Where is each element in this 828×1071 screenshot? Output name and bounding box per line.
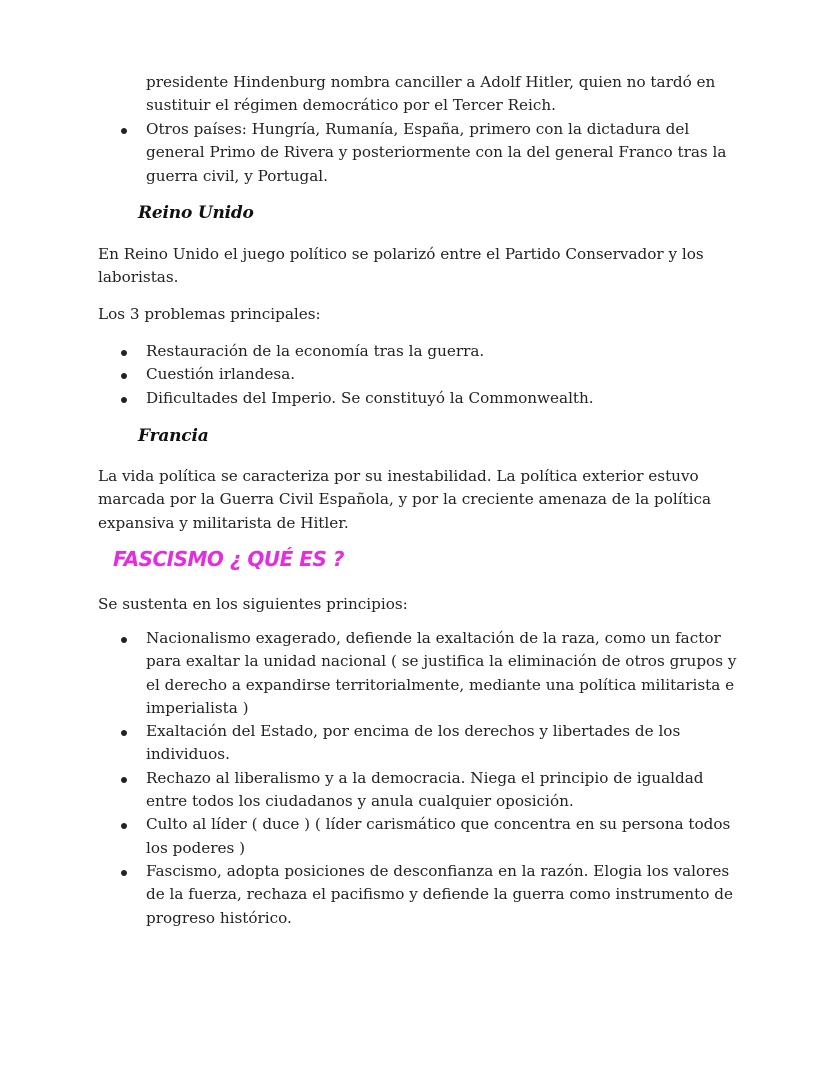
bullet-icon (121, 350, 127, 356)
problems-list (98, 340, 738, 410)
list-item (98, 767, 738, 814)
list-item-text: Otros países: Hungría, Rumanía, España, primero con la dictadura del general Primo de Rivera y posteriormente con la del general Franco tras la guerra civil, y Portugal. (146, 120, 727, 185)
list-item (98, 340, 738, 363)
principles-list (98, 627, 738, 930)
section-heading-reino-unido: Reino Unido (138, 203, 254, 223)
list-item (98, 363, 738, 386)
section-heading-francia: Francia (138, 426, 209, 446)
list-item-text: Rechazo al liberalismo y a la democracia. Niega el principio de igualdad entre todos los ciudadanos y anula cualquier oposición. (146, 768, 704, 811)
bullet-icon (121, 870, 127, 876)
list-item-text: Cuestión irlandesa. (146, 365, 296, 384)
intro-continuation (98, 71, 738, 118)
francia-paragraph: La vida política se caracteriza por su inestabilidad. La política exterior estuvo marcada por la Guerra Civil Española, y por la creciente amenaza de la política expansiva y militarista de Hitler. (98, 467, 712, 532)
other-countries-list (98, 118, 738, 188)
list-item (98, 627, 738, 720)
list-item (98, 118, 738, 188)
bullet-icon (121, 777, 127, 783)
list-item-text: Dificultades del Imperio. Se constituyó la Commonwealth. (146, 388, 594, 407)
list-item-text: Fascismo, adopta posiciones de desconfianza en la razón. Elogia los valores de la fuerza, rechaza el pacifismo y defiende la guerra como instrumento de progreso histórico. (146, 861, 733, 927)
section-heading-fascismo: FASCISMO ¿ QUÉ ES ? (113, 547, 344, 571)
list-item (98, 813, 738, 860)
continuation-line: sustituir el régimen democrático por el Tercer Reich. (146, 96, 556, 115)
list-item (98, 720, 738, 767)
bullet-icon (121, 128, 127, 134)
fascismo-intro: Se sustenta en los siguientes principios: (98, 595, 408, 613)
problems-intro: Los 3 problemas principales: (98, 305, 321, 323)
list-item (98, 860, 738, 930)
bullet-icon (121, 823, 127, 829)
list-item-text: Restauración de la economía tras la guerra. (146, 342, 485, 360)
list-item-text: Nacionalismo exagerado, defiende la exaltación de la raza, como un factor para exaltar la unidad nacional ( se justifica la eliminación de otros grupos y el derecho a expandirse territorialmente, mediante una política militarista e imperialista ) (146, 629, 737, 717)
continuation-line: presidente Hindenburg nombra canciller a Adolf Hitler, quien no tardó en (146, 73, 716, 91)
list-item-text: Exaltación del Estado, por encima de los derechos y libertades de los individuos. (146, 722, 681, 764)
bullet-icon (121, 397, 127, 403)
bullet-icon (121, 730, 127, 736)
bullet-icon (121, 637, 127, 643)
list-item-text: Culto al líder ( duce ) ( líder carismático que concentra en su persona todos los poderes ) (146, 815, 731, 857)
reino-unido-paragraph: En Reino Unido el juego político se polarizó entre el Partido Conservador y los laboristas. (98, 245, 704, 287)
bullet-icon (121, 373, 127, 379)
list-item (98, 387, 738, 410)
